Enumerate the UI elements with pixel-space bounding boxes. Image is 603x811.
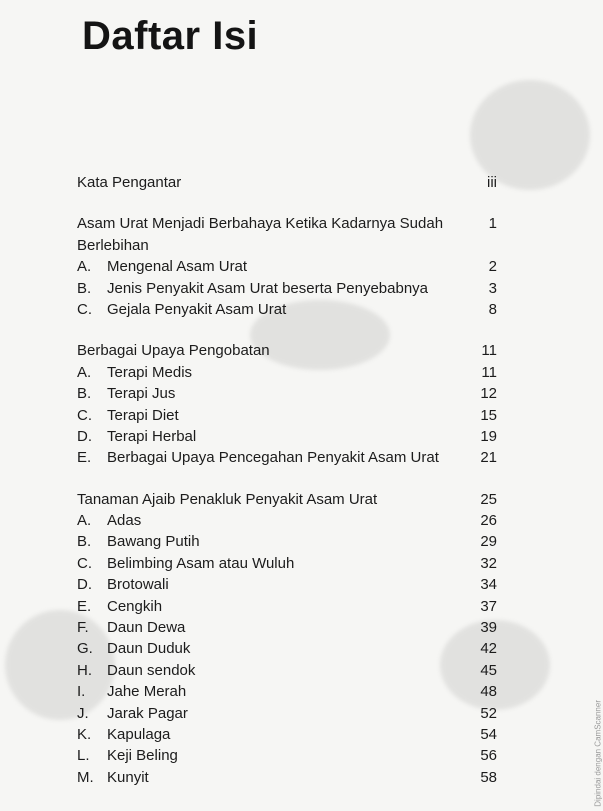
toc-item-row <box>77 426 497 447</box>
toc-item-row <box>77 638 497 659</box>
toc-entry-text: Daun sendok <box>107 661 196 679</box>
toc-page-number: 37 <box>480 597 497 615</box>
toc-entry-text: Terapi Medis <box>107 363 193 381</box>
toc-chapter-row <box>77 340 497 361</box>
toc-page-number: 12 <box>480 385 497 403</box>
toc-entry-text: Kapulaga <box>107 725 171 743</box>
toc-gap <box>77 320 497 340</box>
toc-page-number: 34 <box>480 576 497 594</box>
toc-chapter-row <box>77 172 497 193</box>
toc-item-letter: A. <box>77 258 92 276</box>
toc-entry-text: Terapi Diet <box>107 406 179 424</box>
toc-chapter-row <box>77 213 497 234</box>
toc-entry-text: Jenis Penyakit Asam Urat beserta Penyebabnya <box>107 279 429 297</box>
toc-entry-text: Daun Dewa <box>107 619 186 637</box>
toc-page-number: 1 <box>488 215 497 233</box>
toc-entry-text: Bawang Putih <box>107 533 200 551</box>
toc-item-row <box>77 574 497 595</box>
toc-item-letter: L. <box>77 747 90 765</box>
toc-item-letter: C. <box>77 554 92 572</box>
toc-entry-text: Keji Beling <box>107 747 178 765</box>
toc-item-row <box>77 447 497 468</box>
toc-page-number: 29 <box>480 533 497 551</box>
toc-entry-text: Brotowali <box>107 576 169 594</box>
toc-entry-text: Gejala Penyakit Asam Urat <box>107 300 287 318</box>
toc-page-number: 58 <box>480 768 497 786</box>
toc-entry-text: Kata Pengantar <box>77 174 182 191</box>
toc-page-number: 56 <box>480 747 497 765</box>
toc-item-row <box>77 596 497 617</box>
toc-gap <box>77 469 497 489</box>
toc-page-number: 11 <box>481 342 497 360</box>
toc-item-letter: B. <box>77 385 92 403</box>
toc-item-letter: G. <box>77 640 93 658</box>
toc-entry-text: Adas <box>107 512 142 530</box>
toc-item-letter: J. <box>77 704 89 722</box>
toc-item-letter: A. <box>77 363 92 381</box>
toc-chapter-row <box>77 235 497 256</box>
toc-page-number: 3 <box>488 279 497 297</box>
toc-item-row <box>77 660 497 681</box>
toc-page-number: 52 <box>480 704 497 722</box>
toc-page-number: 39 <box>480 619 497 637</box>
toc-item-row <box>77 299 497 320</box>
page-title: Daftar Isi <box>82 14 259 58</box>
toc-entry-text: Jahe Merah <box>107 683 187 701</box>
toc-item-letter: M. <box>77 768 94 786</box>
toc-item-row <box>77 745 497 766</box>
toc-item-row <box>77 703 497 724</box>
toc-page-number: 15 <box>480 406 497 424</box>
toc-entry-text: Terapi Herbal <box>107 427 197 445</box>
toc-item-letter: B. <box>77 279 92 297</box>
toc-entry-text: Berbagai Upaya Pencegahan Penyakit Asam Urat <box>107 449 439 467</box>
toc-item-row <box>77 553 497 574</box>
toc-entry-text: Asam Urat Menjadi Berbahaya Ketika Kadarnya Sudah <box>77 215 444 233</box>
toc-chapter-row <box>77 489 497 510</box>
toc-item-letter: B. <box>77 533 92 551</box>
toc-item-letter: I. <box>77 683 86 701</box>
toc-entry-text: Daun Duduk <box>107 640 191 658</box>
toc-item-row <box>77 362 497 383</box>
toc-entry-text: Berlebihan <box>77 236 149 254</box>
toc-page-number: 25 <box>480 490 497 508</box>
toc-item-letter: D. <box>77 427 92 445</box>
toc-item-row <box>77 531 497 552</box>
toc-page-number: 11 <box>481 363 497 381</box>
toc-item-letter: A. <box>77 512 92 530</box>
toc-item-letter: H. <box>77 661 92 679</box>
table-of-contents <box>77 172 497 788</box>
toc-page-number: 21 <box>480 449 497 467</box>
toc-entry-text: Belimbing Asam atau Wuluh <box>107 554 295 572</box>
toc-item-letter: K. <box>77 725 92 743</box>
toc-item-row <box>77 278 497 299</box>
toc-gap <box>77 193 497 213</box>
toc-page-number: 32 <box>480 554 497 572</box>
toc-page-number: 45 <box>480 661 497 679</box>
toc-entry-text: Jarak Pagar <box>107 704 188 722</box>
toc-entry-text: Terapi Jus <box>107 385 176 403</box>
toc-entry-text: Mengenal Asam Urat <box>107 258 248 276</box>
toc-page-number: 26 <box>480 512 497 530</box>
toc-item-letter: E. <box>77 449 92 467</box>
toc-page-number: 54 <box>480 725 497 743</box>
toc-entry-text: Cengkih <box>107 597 163 615</box>
scanner-watermark: Dipindai dengan CamScanner <box>594 700 603 807</box>
toc-item-row <box>77 510 497 531</box>
toc-entry-text: Tanaman Ajaib Penakluk Penyakit Asam Urat <box>77 490 378 508</box>
toc-item-row <box>77 383 497 404</box>
toc-item-letter: C. <box>77 300 92 318</box>
toc-page-number: 19 <box>480 427 497 445</box>
toc-item-row <box>77 724 497 745</box>
toc-item-row <box>77 681 497 702</box>
toc-entry-text: Kunyit <box>107 768 149 786</box>
toc-item-letter: F. <box>77 619 89 637</box>
toc-page-number: 2 <box>488 258 497 276</box>
toc-item-letter: C. <box>77 406 92 424</box>
toc-page-number: 48 <box>480 683 497 701</box>
toc-item-row <box>77 405 497 426</box>
toc-item-row <box>77 617 497 638</box>
toc-page-number: 8 <box>488 300 497 318</box>
toc-entry-text: Berbagai Upaya Pengobatan <box>77 342 270 360</box>
toc-item-letter: D. <box>77 576 92 594</box>
toc-item-row <box>77 256 497 277</box>
toc-item-row <box>77 767 497 788</box>
toc-page-number: iii <box>487 174 497 191</box>
toc-page-number: 42 <box>480 640 497 658</box>
toc-item-letter: E. <box>77 597 92 615</box>
